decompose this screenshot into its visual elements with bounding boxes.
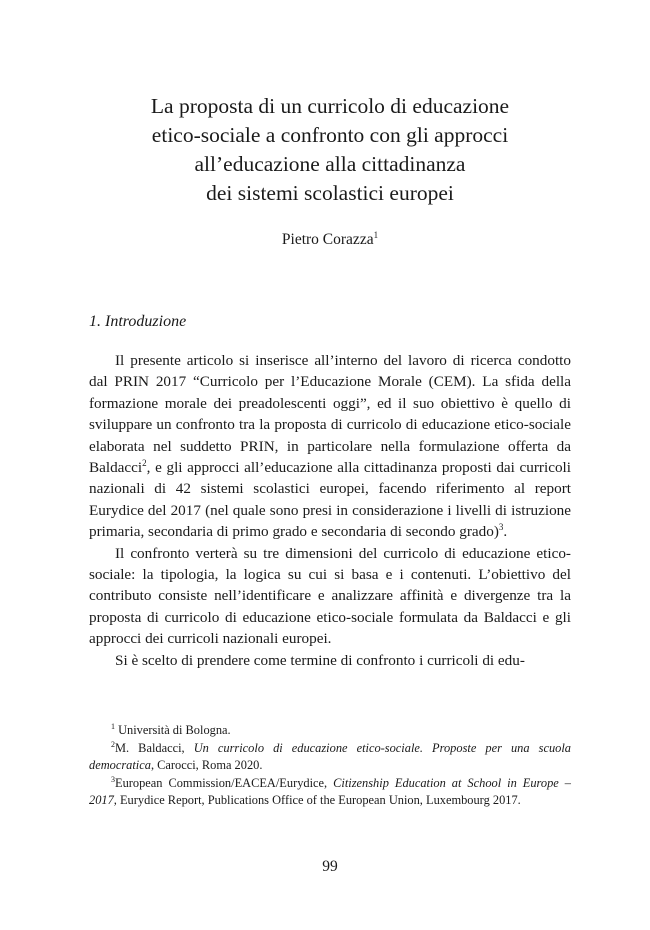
- footnote-number: 1: [111, 721, 115, 731]
- paragraph: [89, 350, 571, 543]
- author-line: [89, 230, 571, 250]
- paper-page: [89, 0, 571, 930]
- author-name: Pietro Corazza: [281, 231, 374, 248]
- footnote-ref: 3: [498, 522, 504, 533]
- footnote-text: Eurydice Report, Publications Office of the European Union, Luxembourg 2017.: [116, 793, 521, 807]
- footnote-ref: 1: [373, 229, 379, 240]
- footnote-text: European Commission/EACEA/Eurydice,: [115, 775, 334, 790]
- footnote-ref: 2: [142, 457, 147, 468]
- title-line: all’educazione alla cittadinanza: [194, 152, 466, 176]
- footnote-number: 2: [111, 739, 115, 749]
- footnote-text: M. Baldacci,: [115, 740, 194, 755]
- footnote-text: Università di Bologna.: [115, 723, 231, 737]
- title-line: dei sistemi scolastici europei: [206, 181, 454, 205]
- body-text: [89, 350, 571, 671]
- footnote: [89, 775, 571, 810]
- paragraph: Il confronto verterà su tre dimensioni del curricolo di educazione etico-sociale: la tipologia, la logica su cui si basa e i contenuti. L’obiettivo del contributo consiste nell’identificare e analizzare affinità e divergenze tra la proposta di curricolo di educazione etico-sociale formulata da Baldacci e gli approcci dei curricoli nazionali europei.: [89, 544, 571, 648]
- footnote-book-title: Un curricolo di educazione etico-sociale. Proposte per una scuola democratica: [89, 740, 571, 772]
- paragraph-text: , e gli approcci all’educazione alla cittadinanza proposti dai curricoli nazionali di 42 sistemi scolastici europei, facendo riferimento al report Eurydice del 2017 (nel quale sono presi in considerazione i livelli di istruzione primaria, secondaria di primo grado e secondaria di secondo grado): [89, 459, 571, 541]
- title-line: etico-sociale a confronto con gli approcci: [151, 123, 509, 147]
- footnote: [89, 722, 571, 740]
- paragraph-text: Il presente articolo si inserisce all’interno del lavoro di ricerca condotto dal PRIN 2017 “Curricolo per l’Educazione Morale (CEM). La sfida della formazione morale dei preadolescenti oggi”, ed il suo obiettivo è quello di sviluppare un confronto tra la proposta di curricolo di educazione etico-sociale elaborata nel suddetto PRIN, in particolare nella formulazione offerta da Baldacci: [89, 352, 571, 477]
- footnote-text: , Carocci, Roma 2020.: [150, 758, 263, 772]
- footnote-number: 3: [111, 774, 115, 784]
- page-number: 99: [322, 858, 338, 875]
- footnotes: [89, 722, 571, 810]
- footnote-report-title: Citizenship Education at School in Europe – 2017,: [89, 775, 571, 807]
- article-title: [89, 92, 571, 208]
- section-heading: 1. Introduzione: [89, 313, 187, 330]
- paragraph-text: .: [503, 523, 508, 541]
- paragraph: Si è scelto di prendere come termine di confronto i curricoli di edu-: [115, 651, 525, 669]
- title-line: La proposta di un curricolo di educazione: [150, 94, 510, 118]
- footnote: [89, 740, 571, 775]
